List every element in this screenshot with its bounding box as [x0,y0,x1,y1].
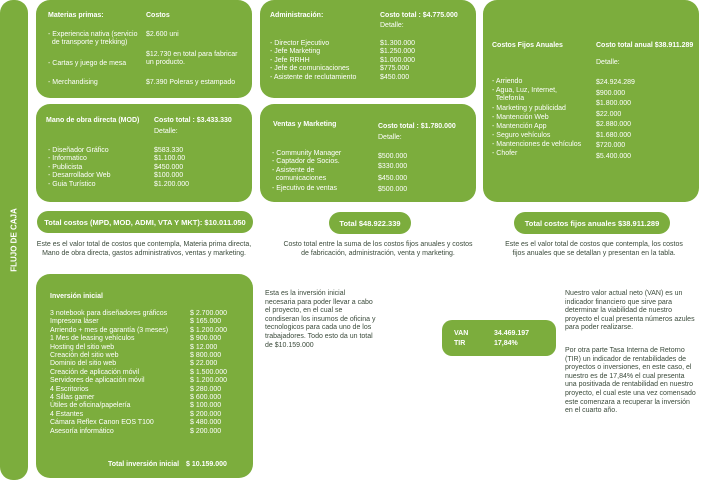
ventas-item: - Community Manager [272,150,342,157]
admin-value: $450.000 [380,73,410,81]
inversion-item: 4 Escritorios [50,385,89,393]
van-tir-box [442,320,556,356]
mod-item: - Informatico [48,155,87,163]
mod-card [36,104,252,202]
mod-value: $583.330 [154,147,184,154]
inversion-value: $ 1.200.000 [190,326,227,334]
inversion-item: Impresora láser [50,318,99,326]
tir-label: TIR [454,340,466,347]
ventas-card [260,104,476,202]
ventas-cost: Costo total : $1.780.000 [378,123,456,130]
mod-item: - Diseñador Gráfico [48,147,109,154]
materias-item: - Merchandising [48,79,98,86]
inversion-card [36,274,253,478]
fijos-card [483,0,699,202]
admin-value: $1.250.000 [380,48,416,56]
mod-value: $1.200.000 [154,180,190,188]
ventas-value: $330.000 [378,163,408,170]
ventas-detail: Detalle: [378,134,402,141]
ventas-item: - Captador de Socios. [272,158,340,165]
mod-value: $450.000 [154,163,184,171]
inversion-title: Inversión inicial [50,293,103,300]
materias-value: $7.390 Poleras y estampado [146,79,236,86]
inversion-value: $ 200.000 [190,410,222,418]
inversion-item: 3 notebook para diseñadores gráficos [50,310,168,317]
total-costos-pill: Total costos (MPD, MOD, ADMI, VTA Y MKT): $10.011.050 [37,211,253,233]
ventas-value: $500.000 [378,153,408,160]
fijos-value: $900.000 [596,89,626,97]
fijos-cost: Costo total anual $38.911.289 [596,42,694,49]
fijos-item: - Seguro vehículos [492,132,551,139]
fijos-value: $1.680.000 [596,131,632,139]
inversion-item: 4 Sillas gamer [50,394,95,402]
inversion-value: $ 600.000 [190,394,222,402]
inversion-item: 1 Mes de leasing vehículos [50,335,135,343]
mod-item: - Guia Turístico [48,180,96,188]
desc-total-fijos: Este es el valor total de costos que contempla, los costos fijos anuales que se detallan y presentan en la tabla. [505,241,683,257]
tir-text: Por otra parte Tasa Interna de Retorno (TIR) un indicador de rentabilidades de proyectos o inversiones, en este caso, el nuestro es de 17,84% el cual presenta una positivada de rentabilidad en nuestro proyecto, el cual este una vez comensado este comenzara a recuperar la inversión en el cuarto año. [565,347,696,415]
materias-value: $12.730 en total para fabricar un producto. [146,51,238,67]
inversion-items [50,310,168,436]
fijos-value: $24.924.289 [596,79,635,86]
admin-items [270,40,356,82]
total-general-pill: Total $48.922.339 [329,212,411,234]
desc-total-general: Costo total entre la suma de los costos fijos anuales y costos de fabricación, administración, venta y marketing. [283,241,473,257]
materias-value: $2.600 uni [146,31,179,38]
total-fijos-pill: Total costos fijos anuales $38.911.289 [514,212,670,234]
fijos-value: $1.800.000 [596,100,632,107]
inversion-value: $ 12.000 [190,343,218,351]
admin-item: - Jefe Marketing [270,48,321,56]
inversion-item: Creación del sitio web [50,352,119,360]
fijos-detail: Detalle: [596,59,620,66]
fijos-title: Costos Fijos Anuales [492,42,563,49]
mod-cost: Costo total : $3.433.330 [154,117,232,124]
fijos-item: - Mantención App [492,123,547,130]
fijos-item: - Chofer [492,150,518,157]
mod-items [48,147,111,189]
inversion-item: Dominio del sitio web [50,360,117,368]
fijos-item: - Mantenciones de vehículos [492,141,582,148]
admin-cost: Costo total : $4.775.000 [380,12,458,19]
inversion-value: $ 2.700.000 [190,310,227,317]
inversion-item: Arriendo + mes de garantía (3 meses) [50,326,169,334]
van-value: 34.469.197 [494,330,530,337]
inversion-item: Servidores de aplicación móvil [50,377,145,385]
admin-item: - Asistente de reclutamiento [270,73,357,81]
materias-item: - Experiencia nativa (servicio de transporte y trekking) [48,31,138,47]
ventas-value: $500.000 [378,186,408,193]
mod-detail: Detalle: [154,128,178,135]
admin-card [260,0,476,98]
side-bar [0,0,28,480]
admin-value: $775.000 [380,65,410,73]
materias-card [36,0,252,98]
inversion-value: $ 165.000 [190,318,222,326]
mod-value: $1.100.00 [154,155,186,163]
inversion-item: Asesoría informático [50,427,114,435]
fijos-value: $22.000 [596,110,622,118]
mod-value: $100.000 [154,172,184,180]
admin-item: - Director Ejecutivo [270,40,330,47]
inversion-value: $ 1.500.000 [190,368,227,376]
inversion-total-label: Total inversión inicial [108,461,180,468]
inversion-text: Esta es la inversión inicial necesaria para poder llevar a cabo el proyecto, en el cual se condiseran los insumos de oficina y tecnologicos para cada uno de los trabajadores. Todo esto da un total de $10.159.000 [265,290,376,349]
fijos-item: - Arriendo [492,78,523,85]
fijos-values [596,78,635,162]
mod-values [154,147,189,189]
inversion-value: $ 200.000 [190,427,222,435]
materias-item: - Cartas y juego de mesa [48,60,127,67]
mod-item: - Publicista [48,163,83,171]
admin-item: - Jefe de comunicaciones [270,65,350,73]
ventas-title: Ventas y Marketing [273,121,337,128]
admin-detail: Detalle: [380,22,404,29]
admin-values [380,40,415,82]
inversion-value: $ 480.000 [190,419,222,427]
admin-item: - Jefe RRHH [270,56,310,64]
ventas-item: - Ejecutivo de ventas [272,185,337,192]
mod-title: Mano de obra directa (MOD) [46,117,140,124]
inversion-value: $ 22.000 [190,360,218,368]
inversion-item: Útiles de oficina/papelería [50,402,131,410]
admin-value: $1.300.000 [380,40,416,47]
inversion-value: $ 800.000 [190,352,222,360]
inversion-item: Hosting del sitio web [50,343,115,351]
fijos-value: $2.880.000 [596,121,632,128]
van-text: Nuestro valor actual neto (VAN) es un indicador financiero que sirve para determinar la viabilidad de nuestro proyecto el cual presenta números azules para poder realizarse. [565,290,695,332]
inversion-item: 4 Estantes [50,410,84,418]
fijos-value: $5.400.000 [596,152,632,160]
inversion-value: $ 100.000 [190,402,222,410]
materias-title: Materias primas: [48,12,104,19]
inversion-values [190,310,227,436]
ventas-item: - Asistente de comunicaciones [272,167,327,183]
fijos-item: - Agua, Luz, Internet, Telefonía [492,87,557,103]
side-label: FLUJO DE CAJA [9,208,19,272]
fijos-value: $720.000 [596,142,626,149]
inversion-value: $ 900.000 [190,335,222,343]
admin-title: Administración: [270,12,324,19]
desc-total-costos: Este es el valor total de costos que contempla, Materia prima directa, Mano de obra directa, gastos administrativos, ventas y marketing. [36,241,252,257]
inversion-value: $ 280.000 [190,385,222,393]
inversion-item: Creación de aplicación móvil [50,368,140,376]
tir-value: 17,84% [494,340,518,347]
materias-costs-header: Costos [146,12,170,19]
inversion-total-value: $ 10.159.000 [186,461,227,468]
fijos-item: - Marketing y publicidad [492,105,566,112]
inversion-value: $ 1.200.000 [190,377,227,385]
van-label: VAN [454,330,469,337]
ventas-value: $450.000 [378,175,408,182]
admin-value: $1.000.000 [380,56,416,64]
fijos-item: - Mantención Web [492,114,549,121]
inversion-item: Cámara Reflex Canon EOS T100 [50,419,154,427]
mod-item: - Desarrollador Web [48,172,111,180]
